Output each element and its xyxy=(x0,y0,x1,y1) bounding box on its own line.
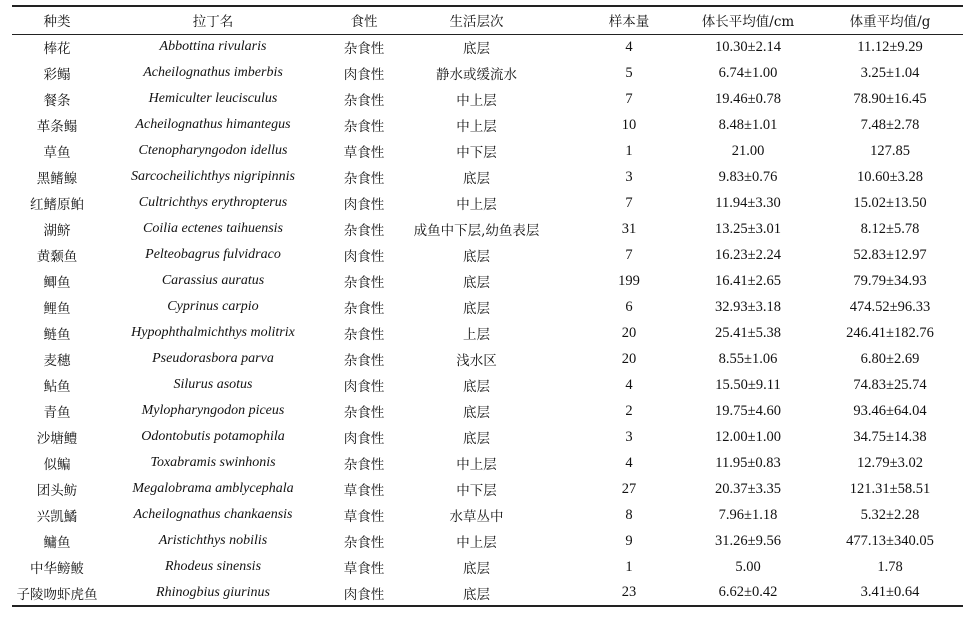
sample-size-cell: 7 xyxy=(625,246,633,263)
latin-name-cell: Abbottina rivularis xyxy=(159,39,267,55)
header-row xyxy=(12,6,963,34)
diet-cell: 草食性 xyxy=(343,561,385,577)
sample-size-cell: 9 xyxy=(625,532,633,549)
habitat-layer-cell: 中上层 xyxy=(456,119,497,135)
latin-name-cell: Cultrichthys erythropterus xyxy=(138,195,288,210)
mean-length-cell: 11.94±3.30 xyxy=(715,194,781,211)
diet-cell: 草食性 xyxy=(343,509,385,525)
mean-weight-cell: 246.41±182.76 xyxy=(846,324,934,341)
habitat-layer-cell: 成鱼中下层,幼鱼表层 xyxy=(413,223,540,239)
table-row xyxy=(12,450,963,476)
habitat-layer-cell: 底层 xyxy=(463,561,490,577)
species-name-cell: 子陵吻虾虎鱼 xyxy=(16,586,98,603)
mean-weight-cell: 34.75±14.38 xyxy=(853,428,927,445)
table-row xyxy=(12,164,963,190)
table-row xyxy=(12,502,963,528)
table-body xyxy=(12,34,963,606)
mean-weight-cell: 121.31±58.51 xyxy=(849,480,931,497)
sample-size-cell: 20 xyxy=(621,324,637,341)
habitat-layer-cell: 底层 xyxy=(463,249,490,265)
latin-name-cell: Odontobutis potamophila xyxy=(141,429,285,444)
diet-cell: 杂食性 xyxy=(343,405,385,421)
mean-length-cell: 19.75±4.60 xyxy=(715,402,781,419)
latin-name-cell: Silurus asotus xyxy=(173,377,253,392)
mean-weight-cell: 3.41±0.64 xyxy=(860,584,920,600)
species-name-cell: 湖鲚 xyxy=(43,223,71,239)
mean-length-cell: 32.93±3.18 xyxy=(715,298,781,315)
species-table xyxy=(12,5,963,607)
sample-size-cell: 6 xyxy=(625,298,633,315)
table-row xyxy=(12,554,963,580)
species-name-cell: 鲤鱼 xyxy=(43,301,71,317)
mean-length-cell: 25.41±5.38 xyxy=(715,324,781,341)
species-name-cell: 彩鳎 xyxy=(43,67,71,83)
header-latin-name: 拉丁名 xyxy=(192,14,234,31)
table-header xyxy=(12,6,963,34)
diet-cell: 草食性 xyxy=(343,483,385,499)
sample-size-cell: 5 xyxy=(625,64,633,81)
species-name-cell: 青鱼 xyxy=(43,405,71,421)
latin-name-cell: Rhinogbius giurinus xyxy=(156,584,270,600)
species-table-container xyxy=(12,5,963,607)
table-row xyxy=(12,60,963,86)
latin-name-cell: Hypophthalmichthys molitrix xyxy=(131,325,295,340)
latin-name-cell: Acheilognathus chankaensis xyxy=(133,507,293,522)
diet-cell: 杂食性 xyxy=(343,327,385,343)
sample-size-cell: 2 xyxy=(625,402,633,419)
diet-cell: 草食性 xyxy=(343,145,385,161)
sample-size-cell: 4 xyxy=(625,38,633,55)
table-row xyxy=(12,34,963,60)
mean-weight-cell: 93.46±64.04 xyxy=(853,402,927,419)
mean-length-cell: 12.00±1.00 xyxy=(715,428,781,445)
mean-length-cell: 20.37±3.35 xyxy=(715,480,781,497)
species-name-cell: 兴凯鱊 xyxy=(36,509,78,525)
mean-weight-cell: 7.48±2.78 xyxy=(860,116,920,133)
sample-size-cell: 3 xyxy=(625,428,633,445)
header-species: 种类 xyxy=(43,14,71,31)
mean-weight-cell: 5.32±2.28 xyxy=(860,506,920,523)
diet-cell: 肉食性 xyxy=(343,67,385,83)
mean-length-cell: 8.48±1.01 xyxy=(718,116,778,133)
table-row xyxy=(12,190,963,216)
table-row xyxy=(12,528,963,554)
latin-name-cell: Rhodeus sinensis xyxy=(164,559,262,574)
mean-weight-cell: 12.79±3.02 xyxy=(857,454,923,471)
diet-cell: 肉食性 xyxy=(343,249,385,265)
header-mean-weight: 体重平均值/g xyxy=(849,14,931,31)
species-name-cell: 鳙鱼 xyxy=(43,535,71,551)
diet-cell: 杂食性 xyxy=(343,171,385,187)
mean-length-cell: 31.26±9.56 xyxy=(715,532,781,549)
mean-weight-cell: 11.12±9.29 xyxy=(857,38,923,55)
latin-name-cell: Carassius auratus xyxy=(161,273,265,288)
mean-length-cell: 9.83±0.76 xyxy=(718,168,778,185)
sample-size-cell: 4 xyxy=(625,454,633,471)
header-habitat-layer: 生活层次 xyxy=(449,14,504,31)
species-name-cell: 鲢鱼 xyxy=(43,327,71,343)
mean-weight-cell: 477.13±340.05 xyxy=(846,532,934,549)
table-row xyxy=(12,268,963,294)
species-name-cell: 鲫鱼 xyxy=(43,275,71,291)
mean-weight-cell: 8.12±5.78 xyxy=(860,220,920,237)
habitat-layer-cell: 中上层 xyxy=(456,457,497,473)
table-row xyxy=(12,580,963,606)
mean-weight-cell: 6.80±2.69 xyxy=(860,350,920,367)
table-row xyxy=(12,372,963,398)
diet-cell: 杂食性 xyxy=(343,93,385,109)
mean-weight-cell: 52.83±12.97 xyxy=(853,246,927,263)
mean-length-cell: 8.55±1.06 xyxy=(718,350,778,367)
species-name-cell: 麦穗 xyxy=(43,353,71,369)
mean-length-cell: 16.23±2.24 xyxy=(715,246,781,263)
diet-cell: 杂食性 xyxy=(343,353,385,369)
header-sample-size: 样本量 xyxy=(608,14,650,31)
mean-length-cell: 7.96±1.18 xyxy=(718,506,778,523)
header-mean-length: 体长平均值/cm xyxy=(701,14,795,31)
mean-length-cell: 21.00 xyxy=(731,142,765,159)
sample-size-cell: 10 xyxy=(621,116,637,133)
table-row xyxy=(12,138,963,164)
habitat-layer-cell: 底层 xyxy=(463,275,490,291)
mean-weight-cell: 15.02±13.50 xyxy=(853,194,927,211)
mean-weight-cell: 74.83±25.74 xyxy=(853,376,927,393)
latin-name-cell: Acheilognathus himantegus xyxy=(135,117,291,132)
habitat-layer-cell: 底层 xyxy=(463,431,490,447)
mean-weight-cell: 3.25±1.04 xyxy=(860,64,920,81)
latin-name-cell: Toxabramis swinhonis xyxy=(150,455,276,470)
table-row xyxy=(12,242,963,268)
species-name-cell: 黄颡鱼 xyxy=(36,249,78,265)
mean-weight-cell: 1.78 xyxy=(877,558,903,575)
species-name-cell: 鲇鱼 xyxy=(43,379,71,395)
sample-size-cell: 8 xyxy=(625,506,633,523)
latin-name-cell: Hemiculter leucisculus xyxy=(148,91,278,106)
habitat-layer-cell: 底层 xyxy=(463,171,490,187)
sample-size-cell: 7 xyxy=(625,194,633,211)
table-row xyxy=(12,86,963,112)
habitat-layer-cell: 中下层 xyxy=(456,483,497,499)
table-row xyxy=(12,424,963,450)
table-row xyxy=(12,294,963,320)
diet-cell: 杂食性 xyxy=(343,223,385,239)
diet-cell: 杂食性 xyxy=(343,457,385,473)
sample-size-cell: 27 xyxy=(621,480,637,497)
latin-name-cell: Cyprinus carpio xyxy=(167,299,259,314)
sample-size-cell: 31 xyxy=(621,220,637,237)
latin-name-cell: Mylopharyngodon piceus xyxy=(141,403,285,418)
mean-length-cell: 19.46±0.78 xyxy=(715,90,781,107)
species-name-cell: 中华鳑鲏 xyxy=(30,561,84,577)
habitat-layer-cell: 底层 xyxy=(463,405,490,421)
latin-name-cell: Acheilognathus imberbis xyxy=(143,65,283,80)
diet-cell: 杂食性 xyxy=(343,275,385,291)
species-name-cell: 似鳊 xyxy=(43,457,71,473)
sample-size-cell: 1 xyxy=(625,558,633,575)
table-row xyxy=(12,216,963,242)
habitat-layer-cell: 上层 xyxy=(463,327,490,343)
sample-size-cell: 199 xyxy=(618,272,640,289)
diet-cell: 肉食性 xyxy=(343,197,385,213)
mean-length-cell: 11.95±0.83 xyxy=(715,454,781,471)
header-diet: 食性 xyxy=(350,14,378,31)
sample-size-cell: 1 xyxy=(625,142,633,159)
diet-cell: 肉食性 xyxy=(343,379,385,395)
species-name-cell: 革条鳎 xyxy=(36,119,78,135)
species-name-cell: 餐条 xyxy=(43,93,71,109)
latin-name-cell: Ctenopharyngodon idellus xyxy=(138,143,288,158)
species-name-cell: 黑鳍鳈 xyxy=(36,171,78,187)
species-name-cell: 红鳍原鲌 xyxy=(30,197,84,213)
latin-name-cell: Pelteobagrus fulvidraco xyxy=(145,247,281,262)
mean-length-cell: 16.41±2.65 xyxy=(715,272,781,289)
habitat-layer-cell: 底层 xyxy=(463,586,490,603)
species-name-cell: 棒花 xyxy=(43,41,71,58)
mean-weight-cell: 79.79±34.93 xyxy=(853,272,927,289)
habitat-layer-cell: 浅水区 xyxy=(456,353,497,369)
table-row xyxy=(12,476,963,502)
mean-length-cell: 6.62±0.42 xyxy=(718,584,778,600)
habitat-layer-cell: 静水或缓流水 xyxy=(436,67,517,83)
mean-length-cell: 5.00 xyxy=(735,558,761,575)
habitat-layer-cell: 底层 xyxy=(463,301,490,317)
sample-size-cell: 3 xyxy=(625,168,633,185)
mean-weight-cell: 474.52±96.33 xyxy=(849,298,931,315)
table-row xyxy=(12,320,963,346)
latin-name-cell: Megalobrama amblycephala xyxy=(132,481,294,496)
species-name-cell: 草鱼 xyxy=(43,145,71,161)
species-name-cell: 沙塘鳢 xyxy=(36,431,78,447)
mean-length-cell: 13.25±3.01 xyxy=(715,220,781,237)
habitat-layer-cell: 中上层 xyxy=(456,535,497,551)
habitat-layer-cell: 中下层 xyxy=(456,145,497,161)
mean-weight-cell: 78.90±16.45 xyxy=(853,90,927,107)
habitat-layer-cell: 中上层 xyxy=(456,197,497,213)
table-row xyxy=(12,346,963,372)
sample-size-cell: 23 xyxy=(621,584,637,600)
mean-weight-cell: 127.85 xyxy=(870,142,910,159)
habitat-layer-cell: 底层 xyxy=(463,379,490,395)
sample-size-cell: 4 xyxy=(625,376,633,393)
mean-length-cell: 15.50±9.11 xyxy=(715,376,781,393)
habitat-layer-cell: 底层 xyxy=(463,41,490,58)
diet-cell: 杂食性 xyxy=(343,119,385,135)
diet-cell: 杂食性 xyxy=(343,41,385,58)
habitat-layer-cell: 水草丛中 xyxy=(449,509,504,525)
diet-cell: 杂食性 xyxy=(343,535,385,551)
table-row xyxy=(12,398,963,424)
mean-length-cell: 6.74±1.00 xyxy=(718,64,778,81)
habitat-layer-cell: 中上层 xyxy=(456,93,497,109)
diet-cell: 肉食性 xyxy=(343,431,385,447)
mean-length-cell: 10.30±2.14 xyxy=(715,38,781,55)
table-row xyxy=(12,112,963,138)
sample-size-cell: 7 xyxy=(625,90,633,107)
diet-cell: 肉食性 xyxy=(343,586,385,603)
diet-cell: 杂食性 xyxy=(343,301,385,317)
mean-weight-cell: 10.60±3.28 xyxy=(857,168,923,185)
latin-name-cell: Coilia ectenes taihuensis xyxy=(143,221,283,236)
latin-name-cell: Sarcocheilichthys nigripinnis xyxy=(131,169,295,184)
latin-name-cell: Aristichthys nobilis xyxy=(158,533,268,548)
species-name-cell: 团头鲂 xyxy=(36,483,78,499)
latin-name-cell: Pseudorasbora parva xyxy=(152,351,274,366)
sample-size-cell: 20 xyxy=(621,350,637,367)
